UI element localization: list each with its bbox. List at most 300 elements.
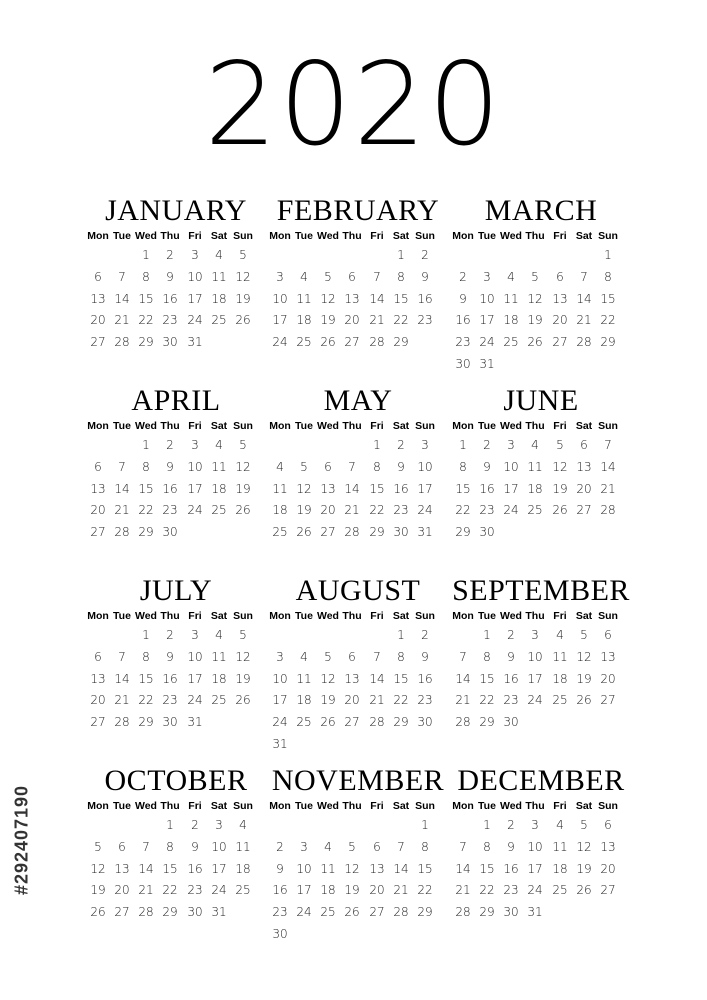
day-grid bbox=[86, 247, 266, 387]
weekday-label: Sat bbox=[575, 800, 593, 812]
weekday-label: Tue bbox=[295, 800, 313, 812]
weekday-label: Fri bbox=[553, 610, 567, 622]
day-cell: 7 bbox=[604, 438, 612, 452]
day-cell: 28 bbox=[576, 335, 592, 350]
day-cell: 9 bbox=[276, 861, 284, 876]
day-cell: 9 bbox=[483, 459, 491, 474]
day-cell: 16 bbox=[187, 861, 203, 876]
day-cell: 16 bbox=[455, 313, 471, 328]
day-cell: 28 bbox=[369, 715, 385, 730]
day-cell: 16 bbox=[162, 291, 178, 306]
day-cell: 31 bbox=[211, 905, 227, 920]
day-cell: 18 bbox=[527, 481, 543, 496]
weekday-header bbox=[268, 799, 448, 815]
day-cell: 5 bbox=[348, 839, 356, 854]
day-cell: 12 bbox=[320, 291, 336, 306]
day-cell: 3 bbox=[507, 438, 515, 452]
day-cell: 1 bbox=[397, 248, 405, 262]
day-cell: 15 bbox=[162, 861, 178, 876]
day-cell: 6 bbox=[556, 269, 564, 284]
day-cell: 18 bbox=[211, 481, 227, 496]
day-cell: 25 bbox=[272, 525, 288, 540]
day-cell: 1 bbox=[142, 248, 150, 262]
day-cell: 7 bbox=[459, 649, 467, 664]
day-cell: 13 bbox=[90, 671, 106, 686]
weekday-header bbox=[86, 229, 266, 245]
day-cell: 29 bbox=[369, 525, 385, 540]
day-cell: 11 bbox=[211, 459, 227, 474]
day-cell: 13 bbox=[600, 649, 616, 664]
day-cell: 24 bbox=[296, 905, 312, 920]
day-cell: 9 bbox=[507, 649, 515, 664]
day-cell: 8 bbox=[604, 269, 612, 284]
weekday-label: Fri bbox=[370, 610, 384, 622]
weekday-header bbox=[86, 799, 266, 815]
weekday-header bbox=[451, 229, 631, 245]
day-cell: 6 bbox=[94, 269, 102, 284]
day-cell: 5 bbox=[531, 269, 539, 284]
day-cell: 14 bbox=[114, 291, 130, 306]
day-cell: 14 bbox=[344, 481, 360, 496]
weekday-label: Wed bbox=[500, 800, 522, 812]
day-cell: 3 bbox=[276, 649, 284, 664]
day-cell: 12 bbox=[90, 861, 106, 876]
weekday-label: Mon bbox=[269, 230, 291, 242]
day-cell: 8 bbox=[142, 649, 150, 664]
day-cell: 1 bbox=[421, 818, 429, 832]
day-cell: 14 bbox=[576, 291, 592, 306]
weekday-label: Thu bbox=[342, 230, 362, 242]
weekday-header bbox=[451, 419, 631, 435]
day-cell: 20 bbox=[552, 313, 568, 328]
weekday-label: Sat bbox=[392, 230, 410, 242]
day-cell: 28 bbox=[114, 715, 130, 730]
day-cell: 12 bbox=[576, 649, 592, 664]
day-cell: 22 bbox=[138, 503, 154, 518]
day-cell: 29 bbox=[138, 335, 154, 350]
day-cell: 25 bbox=[211, 503, 227, 518]
weekday-label: Sun bbox=[598, 230, 618, 242]
day-cell: 17 bbox=[187, 481, 203, 496]
month-name: FEBRUARY bbox=[276, 194, 440, 227]
day-cell: 23 bbox=[479, 503, 495, 518]
weekday-header bbox=[268, 229, 448, 245]
day-cell: 5 bbox=[580, 818, 588, 832]
day-grid bbox=[451, 817, 631, 957]
weekday-label: Mon bbox=[269, 420, 291, 432]
day-cell: 20 bbox=[600, 671, 616, 686]
weekday-label: Wed bbox=[317, 800, 339, 812]
day-cell: 28 bbox=[600, 503, 616, 518]
weekday-label: Thu bbox=[160, 420, 180, 432]
day-cell: 22 bbox=[162, 883, 178, 898]
day-cell: 8 bbox=[397, 269, 405, 284]
day-cell: 23 bbox=[162, 313, 178, 328]
weekday-label: Sat bbox=[392, 800, 410, 812]
day-cell: 11 bbox=[211, 269, 227, 284]
day-cell: 14 bbox=[600, 459, 616, 474]
day-cell: 29 bbox=[138, 525, 154, 540]
month-name: JULY bbox=[139, 574, 213, 607]
weekday-label: Fri bbox=[370, 420, 384, 432]
day-cell: 19 bbox=[90, 883, 106, 898]
day-cell: 11 bbox=[296, 671, 312, 686]
day-cell: 23 bbox=[162, 503, 178, 518]
day-cell: 13 bbox=[90, 291, 106, 306]
day-cell: 16 bbox=[393, 481, 409, 496]
day-cell: 1 bbox=[483, 628, 491, 642]
day-cell: 29 bbox=[393, 715, 409, 730]
day-cell: 6 bbox=[604, 818, 612, 832]
day-cell: 29 bbox=[455, 525, 471, 540]
day-cell: 25 bbox=[527, 503, 543, 518]
day-cell: 1 bbox=[142, 438, 150, 452]
day-cell: 18 bbox=[320, 883, 336, 898]
day-cell: 31 bbox=[272, 737, 288, 751]
day-cell: 21 bbox=[114, 503, 130, 518]
day-cell: 20 bbox=[90, 503, 106, 518]
day-cell: 17 bbox=[187, 671, 203, 686]
weekday-label: Tue bbox=[113, 420, 131, 432]
weekday-label: Sun bbox=[233, 420, 253, 432]
day-cell: 27 bbox=[344, 715, 360, 730]
weekday-label: Sun bbox=[598, 610, 618, 622]
day-cell: 19 bbox=[576, 861, 592, 876]
day-cell: 13 bbox=[600, 839, 616, 854]
day-cell: 5 bbox=[239, 248, 247, 262]
day-cell: 26 bbox=[320, 335, 336, 350]
weekday-header bbox=[268, 419, 448, 435]
day-cell: 16 bbox=[417, 671, 433, 686]
day-cell: 28 bbox=[114, 335, 130, 350]
day-cell: 8 bbox=[166, 839, 174, 854]
day-cell: 1 bbox=[483, 818, 491, 832]
day-cell: 18 bbox=[296, 693, 312, 708]
day-cell: 10 bbox=[479, 291, 495, 306]
day-cell: 24 bbox=[479, 335, 495, 350]
day-cell: 9 bbox=[507, 839, 515, 854]
day-cell: 28 bbox=[393, 905, 409, 920]
day-cell: 2 bbox=[421, 628, 429, 642]
weekday-label: Wed bbox=[500, 230, 522, 242]
day-cell: 22 bbox=[417, 883, 433, 898]
day-cell: 11 bbox=[320, 861, 336, 876]
weekday-label: Tue bbox=[478, 800, 496, 812]
day-cell: 4 bbox=[300, 269, 308, 284]
day-cell: 20 bbox=[344, 313, 360, 328]
day-cell: 12 bbox=[235, 269, 251, 284]
day-cell: 14 bbox=[369, 671, 385, 686]
day-cell: 1 bbox=[373, 438, 381, 452]
day-cell: 18 bbox=[296, 313, 312, 328]
day-cell: 22 bbox=[138, 313, 154, 328]
weekday-label: Thu bbox=[525, 420, 545, 432]
day-cell: 3 bbox=[191, 438, 199, 452]
day-cell: 12 bbox=[235, 649, 251, 664]
weekday-label: Sun bbox=[233, 230, 253, 242]
day-cell: 30 bbox=[187, 905, 203, 920]
day-cell: 16 bbox=[479, 481, 495, 496]
day-cell: 30 bbox=[503, 715, 519, 730]
day-cell: 24 bbox=[272, 715, 288, 730]
day-cell: 2 bbox=[483, 438, 491, 452]
day-cell: 31 bbox=[187, 335, 203, 350]
day-cell: 9 bbox=[191, 839, 199, 854]
day-cell: 7 bbox=[142, 839, 150, 854]
day-cell: 5 bbox=[580, 628, 588, 642]
day-cell: 20 bbox=[320, 503, 336, 518]
weekday-label: Wed bbox=[135, 230, 157, 242]
day-cell: 26 bbox=[235, 503, 251, 518]
day-cell: 5 bbox=[94, 839, 102, 854]
day-cell: 18 bbox=[552, 671, 568, 686]
day-cell: 30 bbox=[455, 357, 471, 371]
day-cell: 26 bbox=[527, 335, 543, 350]
day-cell: 24 bbox=[503, 503, 519, 518]
day-cell: 17 bbox=[527, 861, 543, 876]
day-cell: 9 bbox=[166, 459, 174, 474]
weekday-label: Fri bbox=[188, 420, 202, 432]
day-cell: 23 bbox=[393, 503, 409, 518]
day-cell: 21 bbox=[393, 883, 409, 898]
weekday-label: Tue bbox=[478, 610, 496, 622]
day-cell: 13 bbox=[369, 861, 385, 876]
day-cell: 27 bbox=[90, 525, 106, 540]
day-cell: 6 bbox=[94, 649, 102, 664]
day-cell: 7 bbox=[348, 459, 356, 474]
weekday-label: Fri bbox=[553, 800, 567, 812]
weekday-label: Tue bbox=[113, 800, 131, 812]
day-cell: 19 bbox=[235, 481, 251, 496]
day-cell: 6 bbox=[373, 839, 381, 854]
day-cell: 26 bbox=[235, 313, 251, 328]
month-name: AUGUST bbox=[295, 574, 421, 607]
day-cell: 1 bbox=[604, 248, 612, 262]
weekday-label: Tue bbox=[295, 230, 313, 242]
day-cell: 7 bbox=[580, 269, 588, 284]
day-cell: 14 bbox=[393, 861, 409, 876]
weekday-label: Sun bbox=[233, 610, 253, 622]
day-cell: 16 bbox=[162, 481, 178, 496]
day-cell: 29 bbox=[393, 335, 409, 350]
day-cell: 10 bbox=[272, 671, 288, 686]
day-cell: 3 bbox=[191, 248, 199, 262]
weekday-label: Wed bbox=[317, 230, 339, 242]
day-cell: 1 bbox=[459, 438, 467, 452]
day-cell: 12 bbox=[552, 459, 568, 474]
day-cell: 15 bbox=[455, 481, 471, 496]
weekday-label: Thu bbox=[525, 230, 545, 242]
day-cell: 3 bbox=[300, 839, 308, 854]
day-cell: 26 bbox=[235, 693, 251, 708]
day-cell: 10 bbox=[527, 649, 543, 664]
day-cell: 14 bbox=[114, 671, 130, 686]
day-cell: 23 bbox=[272, 905, 288, 920]
day-cell: 17 bbox=[272, 313, 288, 328]
weekday-label: Mon bbox=[452, 230, 474, 242]
day-cell: 13 bbox=[576, 459, 592, 474]
day-cell: 6 bbox=[580, 438, 588, 452]
day-cell: 13 bbox=[90, 481, 106, 496]
day-cell: 7 bbox=[118, 269, 126, 284]
day-cell: 22 bbox=[479, 883, 495, 898]
day-cell: 20 bbox=[600, 861, 616, 876]
day-cell: 25 bbox=[211, 313, 227, 328]
day-cell: 17 bbox=[479, 313, 495, 328]
day-grid bbox=[451, 627, 631, 767]
weekday-label: Sat bbox=[210, 420, 228, 432]
day-grid bbox=[86, 437, 266, 577]
weekday-label: Tue bbox=[113, 230, 131, 242]
day-cell: 14 bbox=[455, 861, 471, 876]
day-cell: 20 bbox=[344, 693, 360, 708]
day-cell: 7 bbox=[459, 839, 467, 854]
day-cell: 5 bbox=[324, 649, 332, 664]
day-cell: 15 bbox=[393, 671, 409, 686]
day-cell: 31 bbox=[479, 357, 495, 371]
day-cell: 10 bbox=[296, 861, 312, 876]
weekday-header bbox=[451, 799, 631, 815]
weekday-label: Wed bbox=[317, 420, 339, 432]
day-cell: 27 bbox=[369, 905, 385, 920]
day-cell: 3 bbox=[276, 269, 284, 284]
weekday-label: Tue bbox=[113, 610, 131, 622]
day-cell: 17 bbox=[417, 481, 433, 496]
day-cell: 11 bbox=[552, 839, 568, 854]
weekday-label: Mon bbox=[269, 800, 291, 812]
day-cell: 8 bbox=[142, 459, 150, 474]
day-cell: 25 bbox=[296, 335, 312, 350]
day-cell: 27 bbox=[344, 335, 360, 350]
day-cell: 28 bbox=[369, 335, 385, 350]
day-cell: 28 bbox=[114, 525, 130, 540]
day-cell: 23 bbox=[417, 313, 433, 328]
day-cell: 2 bbox=[507, 818, 515, 832]
day-cell: 5 bbox=[556, 438, 564, 452]
day-cell: 12 bbox=[320, 671, 336, 686]
day-cell: 23 bbox=[503, 883, 519, 898]
weekday-label: Wed bbox=[500, 610, 522, 622]
day-cell: 7 bbox=[118, 459, 126, 474]
day-cell: 11 bbox=[296, 291, 312, 306]
day-cell: 30 bbox=[272, 927, 288, 941]
year-title: 2020 bbox=[204, 38, 503, 171]
day-cell: 17 bbox=[272, 693, 288, 708]
day-cell: 10 bbox=[187, 269, 203, 284]
day-cell: 12 bbox=[527, 291, 543, 306]
day-cell: 17 bbox=[503, 481, 519, 496]
day-cell: 11 bbox=[527, 459, 543, 474]
day-cell: 30 bbox=[479, 525, 495, 540]
weekday-label: Sat bbox=[575, 230, 593, 242]
day-cell: 9 bbox=[459, 291, 467, 306]
day-cell: 2 bbox=[166, 438, 174, 452]
day-cell: 16 bbox=[503, 671, 519, 686]
day-cell: 3 bbox=[191, 628, 199, 642]
day-cell: 24 bbox=[187, 693, 203, 708]
day-cell: 24 bbox=[187, 313, 203, 328]
day-grid bbox=[268, 627, 448, 767]
day-cell: 27 bbox=[114, 905, 130, 920]
weekday-label: Tue bbox=[478, 420, 496, 432]
day-cell: 28 bbox=[344, 525, 360, 540]
day-cell: 20 bbox=[90, 693, 106, 708]
day-cell: 2 bbox=[459, 269, 467, 284]
weekday-label: Sat bbox=[210, 610, 228, 622]
weekday-label: Sat bbox=[392, 420, 410, 432]
day-cell: 19 bbox=[235, 671, 251, 686]
day-cell: 19 bbox=[576, 671, 592, 686]
day-cell: 24 bbox=[417, 503, 433, 518]
day-cell: 17 bbox=[211, 861, 227, 876]
weekday-label: Thu bbox=[160, 230, 180, 242]
day-cell: 21 bbox=[344, 503, 360, 518]
day-cell: 5 bbox=[239, 438, 247, 452]
day-cell: 8 bbox=[483, 839, 491, 854]
day-cell: 19 bbox=[527, 313, 543, 328]
day-cell: 16 bbox=[503, 861, 519, 876]
day-cell: 5 bbox=[239, 628, 247, 642]
day-cell: 1 bbox=[397, 628, 405, 642]
day-cell: 21 bbox=[369, 693, 385, 708]
day-cell: 19 bbox=[320, 313, 336, 328]
weekday-label: Wed bbox=[500, 420, 522, 432]
day-cell: 30 bbox=[162, 715, 178, 730]
weekday-label: Fri bbox=[370, 230, 384, 242]
day-grid bbox=[451, 437, 631, 577]
day-cell: 18 bbox=[211, 291, 227, 306]
day-cell: 9 bbox=[397, 459, 405, 474]
day-cell: 9 bbox=[166, 269, 174, 284]
day-cell: 28 bbox=[138, 905, 154, 920]
day-cell: 22 bbox=[455, 503, 471, 518]
day-cell: 23 bbox=[187, 883, 203, 898]
day-cell: 30 bbox=[162, 335, 178, 350]
day-cell: 24 bbox=[272, 335, 288, 350]
day-cell: 3 bbox=[531, 628, 539, 642]
day-cell: 12 bbox=[576, 839, 592, 854]
day-cell: 20 bbox=[576, 481, 592, 496]
day-cell: 16 bbox=[417, 291, 433, 306]
day-cell: 29 bbox=[479, 905, 495, 920]
weekday-label: Sun bbox=[415, 230, 435, 242]
month-name: MAY bbox=[323, 384, 393, 417]
day-cell: 10 bbox=[187, 459, 203, 474]
day-cell: 8 bbox=[459, 459, 467, 474]
day-cell: 13 bbox=[114, 861, 130, 876]
day-cell: 29 bbox=[138, 715, 154, 730]
weekday-header bbox=[451, 609, 631, 625]
day-cell: 8 bbox=[373, 459, 381, 474]
day-cell: 4 bbox=[276, 459, 284, 474]
day-cell: 28 bbox=[455, 905, 471, 920]
day-cell: 26 bbox=[296, 525, 312, 540]
day-cell: 13 bbox=[344, 671, 360, 686]
day-cell: 15 bbox=[369, 481, 385, 496]
day-cell: 17 bbox=[187, 291, 203, 306]
day-cell: 3 bbox=[215, 818, 223, 832]
day-cell: 25 bbox=[320, 905, 336, 920]
day-cell: 18 bbox=[503, 313, 519, 328]
day-cell: 6 bbox=[118, 839, 126, 854]
weekday-label: Thu bbox=[525, 800, 545, 812]
day-cell: 7 bbox=[397, 839, 405, 854]
day-cell: 9 bbox=[421, 269, 429, 284]
weekday-label: Mon bbox=[269, 610, 291, 622]
day-cell: 26 bbox=[576, 883, 592, 898]
weekday-label: Mon bbox=[452, 610, 474, 622]
day-cell: 9 bbox=[166, 649, 174, 664]
